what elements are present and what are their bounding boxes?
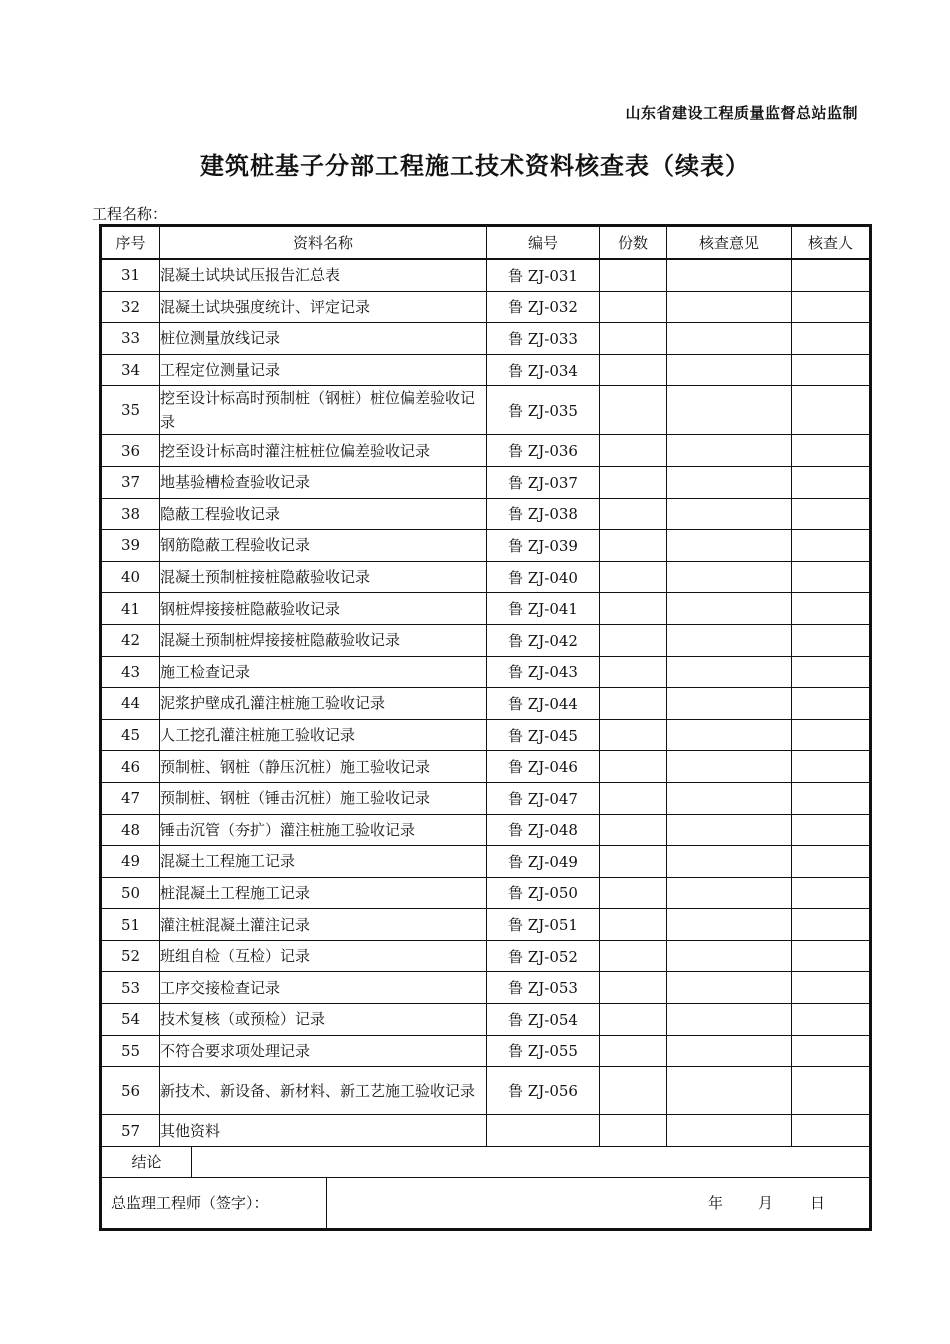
table-row [102,291,870,323]
document-name: 混凝土预制桩焊接接桩隐蔽验收记录 [160,624,487,656]
row-number: 46 [102,751,160,783]
checker-field[interactable] [792,1067,870,1115]
row-number: 43 [102,656,160,688]
copies-field[interactable] [600,593,667,625]
date-year-label: 年 [708,1193,724,1212]
row-number: 36 [102,435,160,467]
row-number: 51 [102,909,160,941]
row-number: 34 [102,354,160,386]
table-row [102,846,870,878]
document-name: 新技术、新设备、新材料、新工艺施工验收记录 [160,1067,487,1115]
document-code: 鲁 ZJ-044 [487,688,600,720]
copies-field[interactable] [600,877,667,909]
checker-field[interactable] [792,909,870,941]
table-row [102,593,870,625]
document-code: 鲁 ZJ-048 [487,814,600,846]
row-number: 32 [102,291,160,323]
date-day-label: 日 [810,1193,826,1212]
document-name: 预制桩、钢桩（静压沉桩）施工验收记录 [160,751,487,783]
copies-field[interactable] [600,782,667,814]
document-code [487,1115,600,1147]
document-name: 地基验槽检查验收记录 [160,466,487,498]
table-row [102,972,870,1004]
table-row [102,386,870,435]
table-row [102,909,870,941]
opinion-field[interactable] [667,354,792,386]
row-number: 40 [102,561,160,593]
copies-field[interactable] [600,1035,667,1067]
document-code: 鲁 ZJ-038 [487,498,600,530]
opinion-field[interactable] [667,1115,792,1147]
row-number: 47 [102,782,160,814]
column-header-no: 序号 [102,227,160,260]
copies-field[interactable] [600,498,667,530]
copies-field[interactable] [600,846,667,878]
row-number: 49 [102,846,160,878]
document-name: 预制桩、钢桩（锤击沉桩）施工验收记录 [160,782,487,814]
checker-field[interactable] [792,814,870,846]
document-name: 技术复核（或预检）记录 [160,1004,487,1036]
document-code: 鲁 ZJ-037 [487,466,600,498]
document-title: 建筑桩基子分部工程施工技术资料核查表（续表） [200,151,750,180]
document-code: 鲁 ZJ-033 [487,323,600,355]
column-header-copies: 份数 [600,227,667,260]
row-number: 39 [102,530,160,562]
checker-field[interactable] [792,530,870,562]
date-month-label: 月 [758,1193,774,1212]
table-row [102,1115,870,1147]
opinion-field[interactable] [667,466,792,498]
signature-label: 总监理工程师（签字）： [102,1177,327,1228]
document-code: 鲁 ZJ-049 [487,846,600,878]
row-number: 41 [102,593,160,625]
opinion-field[interactable] [667,624,792,656]
opinion-field[interactable] [667,530,792,562]
opinion-field[interactable] [667,909,792,941]
copies-field[interactable] [600,940,667,972]
checker-field[interactable] [792,1115,870,1147]
copies-field[interactable] [600,814,667,846]
table-row [102,354,870,386]
opinion-field[interactable] [667,498,792,530]
copies-field[interactable] [600,719,667,751]
document-code: 鲁 ZJ-041 [487,593,600,625]
document-code: 鲁 ZJ-053 [487,972,600,1004]
row-number: 44 [102,688,160,720]
table-row [102,1004,870,1036]
document-name: 挖至设计标高时预制桩（钢桩）桩位偏差验收记录 [160,386,487,435]
table-row [102,1035,870,1067]
document-name: 泥浆护壁成孔灌注桩施工验收记录 [160,688,487,720]
signoff-table [101,1147,870,1229]
table-row [102,530,870,562]
document-name: 工程定位测量记录 [160,354,487,386]
document-name: 班组自检（互检）记录 [160,940,487,972]
table-row [102,466,870,498]
table-row [102,719,870,751]
checker-field[interactable] [792,846,870,878]
document-name: 隐蔽工程验收记录 [160,498,487,530]
supervision-note: 山东省建设工程质量监督总站监制 [625,104,858,122]
opinion-field[interactable] [667,751,792,783]
opinion-field[interactable] [667,846,792,878]
copies-field[interactable] [600,1115,667,1147]
signature-date-field[interactable] [327,1177,870,1228]
checker-field[interactable] [792,386,870,435]
document-code: 鲁 ZJ-031 [487,259,600,291]
opinion-field[interactable] [667,1067,792,1115]
opinion-field[interactable] [667,877,792,909]
copies-field[interactable] [600,972,667,1004]
opinion-field[interactable] [667,593,792,625]
conclusion-field[interactable] [192,1147,870,1178]
checker-field[interactable] [792,688,870,720]
document-name: 工序交接检查记录 [160,972,487,1004]
checker-field[interactable] [792,751,870,783]
opinion-field[interactable] [667,259,792,291]
row-number: 50 [102,877,160,909]
checklist-sheet [99,224,872,1231]
project-name-label: 工程名称： [92,205,168,223]
opinion-field[interactable] [667,386,792,435]
document-code: 鲁 ZJ-047 [487,782,600,814]
row-number: 52 [102,940,160,972]
table-row [102,877,870,909]
checker-field[interactable] [792,972,870,1004]
checker-field[interactable] [792,291,870,323]
table-row [102,656,870,688]
opinion-field[interactable] [667,1004,792,1036]
row-number: 55 [102,1035,160,1067]
document-code: 鲁 ZJ-036 [487,435,600,467]
row-number: 35 [102,386,160,435]
checker-field[interactable] [792,323,870,355]
copies-field[interactable] [600,751,667,783]
opinion-field[interactable] [667,323,792,355]
row-number: 38 [102,498,160,530]
document-code: 鲁 ZJ-035 [487,386,600,435]
table-row [102,940,870,972]
document-code: 鲁 ZJ-051 [487,909,600,941]
opinion-field[interactable] [667,814,792,846]
table-row [102,624,870,656]
document-code: 鲁 ZJ-055 [487,1035,600,1067]
row-number: 45 [102,719,160,751]
column-header-checker: 核查人 [792,227,870,260]
checker-field[interactable] [792,1035,870,1067]
copies-field[interactable] [600,1004,667,1036]
conclusion-label: 结论 [102,1147,192,1178]
opinion-field[interactable] [667,435,792,467]
document-name: 不符合要求项处理记录 [160,1035,487,1067]
copies-field[interactable] [600,1067,667,1115]
checker-field[interactable] [792,498,870,530]
signature-row [102,1177,870,1228]
document-code: 鲁 ZJ-054 [487,1004,600,1036]
column-header-code: 编号 [487,227,600,260]
document-name: 桩混凝土工程施工记录 [160,877,487,909]
document-code: 鲁 ZJ-052 [487,940,600,972]
document-name: 混凝土试块强度统计、评定记录 [160,291,487,323]
document-name: 钢桩焊接接桩隐蔽验收记录 [160,593,487,625]
row-number: 57 [102,1115,160,1147]
row-number: 48 [102,814,160,846]
table-row [102,259,870,291]
row-number: 37 [102,466,160,498]
checker-field[interactable] [792,354,870,386]
document-code: 鲁 ZJ-046 [487,751,600,783]
document-code: 鲁 ZJ-050 [487,877,600,909]
copies-field[interactable] [600,561,667,593]
table-row [102,751,870,783]
copies-field[interactable] [600,656,667,688]
document-name: 钢筋隐蔽工程验收记录 [160,530,487,562]
copies-field[interactable] [600,909,667,941]
document-name: 其他资料 [160,1115,487,1147]
document-code: 鲁 ZJ-045 [487,719,600,751]
checker-field[interactable] [792,466,870,498]
checker-field[interactable] [792,782,870,814]
table-row [102,561,870,593]
table-body [102,259,870,1146]
checklist-table [101,226,870,1147]
conclusion-row [102,1147,870,1178]
opinion-field[interactable] [667,782,792,814]
opinion-field[interactable] [667,561,792,593]
row-number: 31 [102,259,160,291]
checker-field[interactable] [792,656,870,688]
document-name: 挖至设计标高时灌注桩桩位偏差验收记录 [160,435,487,467]
copies-field[interactable] [600,386,667,435]
opinion-field[interactable] [667,656,792,688]
column-header-name: 资料名称 [160,227,487,260]
document-code: 鲁 ZJ-040 [487,561,600,593]
table-row [102,323,870,355]
row-number: 56 [102,1067,160,1115]
table-header-row [102,227,870,260]
copies-field[interactable] [600,259,667,291]
document-name: 混凝土预制桩接桩隐蔽验收记录 [160,561,487,593]
table-row [102,688,870,720]
checker-field[interactable] [792,259,870,291]
copies-field[interactable] [600,530,667,562]
copies-field[interactable] [600,323,667,355]
opinion-field[interactable] [667,719,792,751]
document-code: 鲁 ZJ-034 [487,354,600,386]
table-row [102,498,870,530]
copies-field[interactable] [600,354,667,386]
copies-field[interactable] [600,688,667,720]
copies-field[interactable] [600,624,667,656]
document-name: 桩位测量放线记录 [160,323,487,355]
document-name: 混凝土工程施工记录 [160,846,487,878]
opinion-field[interactable] [667,1035,792,1067]
checker-field[interactable] [792,435,870,467]
table-row [102,782,870,814]
document-name: 人工挖孔灌注桩施工验收记录 [160,719,487,751]
document-name: 灌注桩混凝土灌注记录 [160,909,487,941]
opinion-field[interactable] [667,688,792,720]
document-code: 鲁 ZJ-056 [487,1067,600,1115]
checker-field[interactable] [792,593,870,625]
copies-field[interactable] [600,466,667,498]
row-number: 33 [102,323,160,355]
opinion-field[interactable] [667,291,792,323]
document-name: 混凝土试块试压报告汇总表 [160,259,487,291]
checker-field[interactable] [792,624,870,656]
table-row [102,435,870,467]
document-name: 施工检查记录 [160,656,487,688]
copies-field[interactable] [600,291,667,323]
opinion-field[interactable] [667,972,792,1004]
document-code: 鲁 ZJ-032 [487,291,600,323]
table-row [102,1067,870,1115]
column-header-opinion: 核查意见 [667,227,792,260]
checker-field[interactable] [792,719,870,751]
document-name: 锤击沉管（夯扩）灌注桩施工验收记录 [160,814,487,846]
document-code: 鲁 ZJ-039 [487,530,600,562]
opinion-field[interactable] [667,940,792,972]
checker-field[interactable] [792,877,870,909]
document-code: 鲁 ZJ-042 [487,624,600,656]
row-number: 54 [102,1004,160,1036]
copies-field[interactable] [600,435,667,467]
row-number: 53 [102,972,160,1004]
table-row [102,814,870,846]
checker-field[interactable] [792,940,870,972]
checker-field[interactable] [792,1004,870,1036]
checker-field[interactable] [792,561,870,593]
row-number: 42 [102,624,160,656]
document-code: 鲁 ZJ-043 [487,656,600,688]
